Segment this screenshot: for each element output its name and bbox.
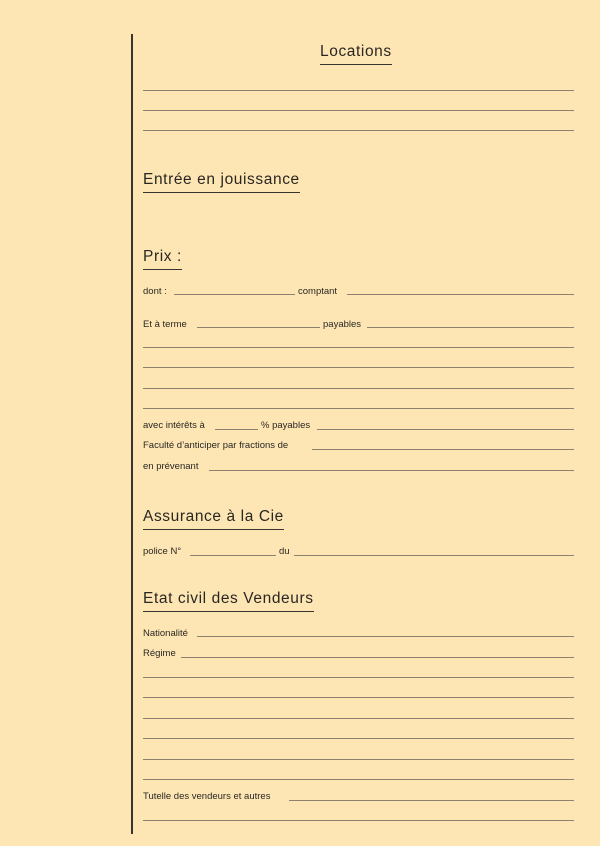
blank-line	[143, 697, 574, 698]
heading-assurance: Assurance à la Cie	[143, 508, 284, 530]
blank-line	[143, 367, 574, 368]
label-avec-interets: avec intérêts à	[143, 420, 205, 431]
heading-etat-civil: Etat civil des Vendeurs	[143, 590, 314, 612]
heading-prix: Prix :	[143, 248, 182, 270]
blank-line	[143, 388, 574, 389]
margin-rule	[131, 34, 133, 834]
blank-line	[143, 718, 574, 719]
field-police[interactable]	[190, 555, 276, 556]
field-taux-interets[interactable]	[215, 429, 258, 430]
field-prevenant[interactable]	[209, 470, 574, 471]
label-a-terme: Et à terme	[143, 319, 187, 330]
heading-locations: Locations	[320, 43, 392, 65]
blank-line	[143, 820, 574, 821]
field-tutelle[interactable]	[289, 800, 574, 801]
label-dont: dont :	[143, 286, 167, 297]
blank-line	[143, 347, 574, 348]
label-nationalite: Nationalité	[143, 628, 188, 639]
label-tutelle: Tutelle des vendeurs et autres	[143, 791, 271, 802]
label-faculte: Faculté d’anticiper par fractions de	[143, 440, 289, 451]
label-comptant: comptant	[298, 286, 338, 297]
field-a-terme[interactable]	[197, 327, 320, 328]
field-nationalite[interactable]	[197, 636, 574, 637]
label-du: du	[279, 546, 290, 557]
field-interets-payables[interactable]	[317, 429, 574, 430]
field-du[interactable]	[294, 555, 574, 556]
blank-line	[143, 738, 574, 739]
field-regime[interactable]	[181, 657, 574, 658]
field-payables[interactable]	[367, 327, 574, 328]
field-faculte[interactable]	[312, 449, 574, 450]
label-pct-payables: % payables	[261, 420, 311, 431]
label-payables: payables	[323, 319, 362, 330]
label-regime: Régime	[143, 648, 176, 659]
blank-line	[143, 779, 574, 780]
blank-line	[143, 759, 574, 760]
blank-line	[143, 90, 574, 91]
blank-line	[143, 110, 574, 111]
label-prevenant: en prévenant	[143, 461, 199, 472]
label-police: police N°	[143, 546, 182, 557]
blank-line	[143, 677, 574, 678]
field-comptant[interactable]	[347, 294, 574, 295]
blank-line	[143, 408, 574, 409]
field-dont[interactable]	[174, 294, 295, 295]
blank-line	[143, 130, 574, 131]
heading-entree-en-jouissance: Entrée en jouissance	[143, 171, 300, 193]
